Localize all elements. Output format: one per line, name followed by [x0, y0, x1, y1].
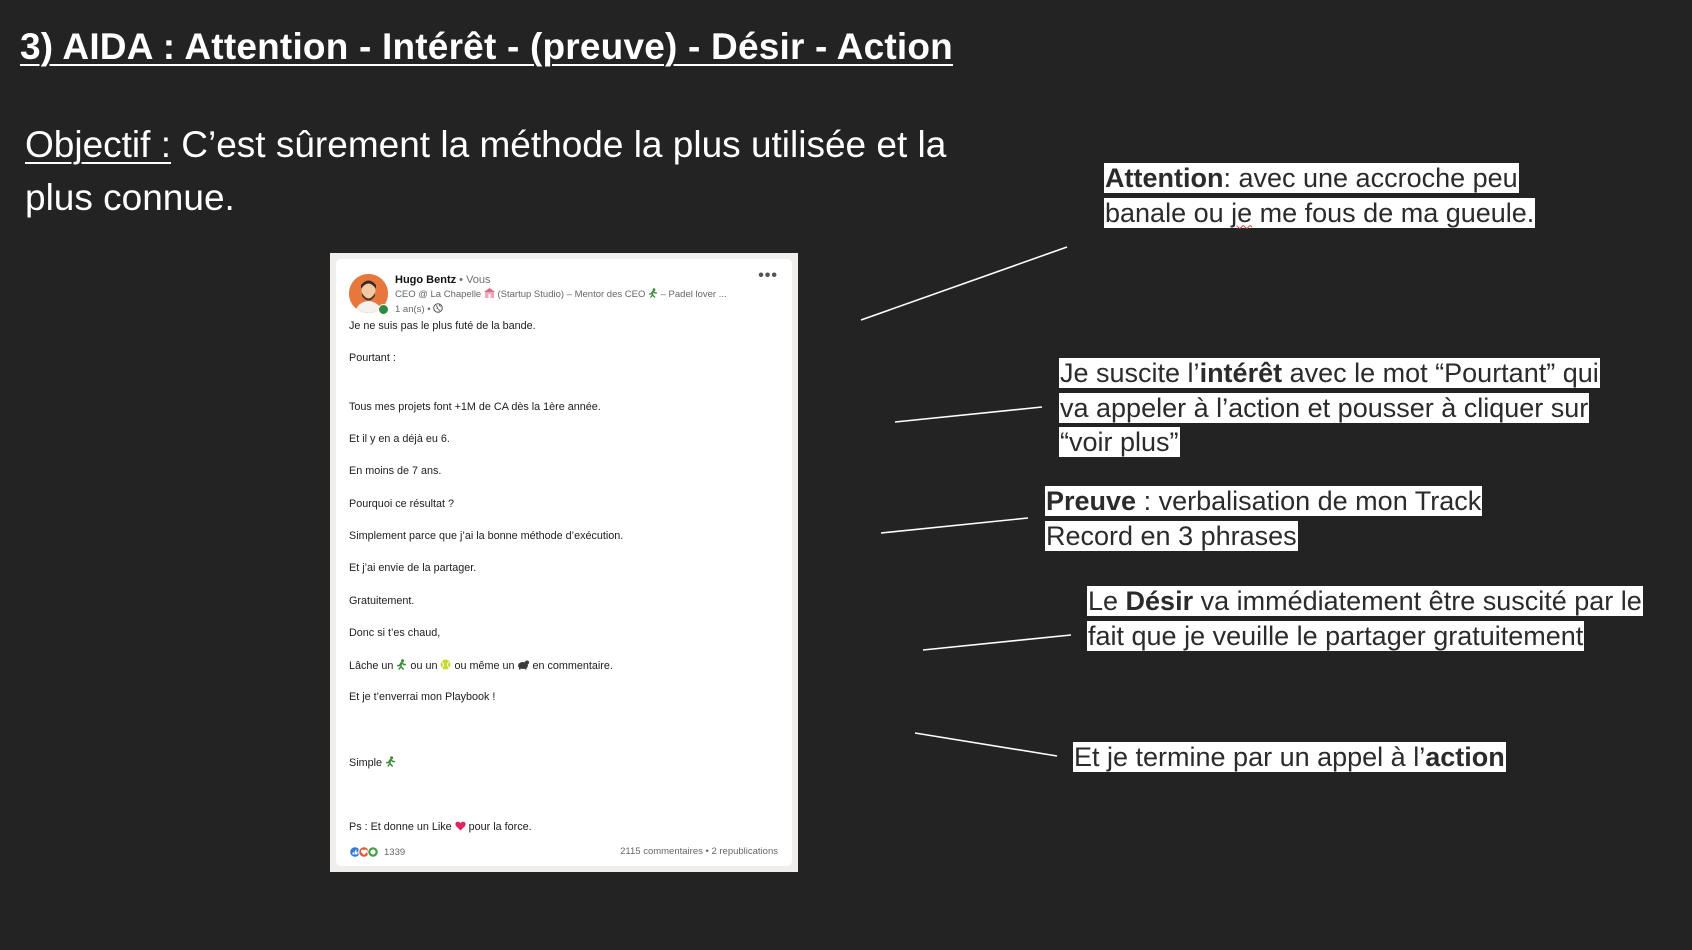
- engagement-stats[interactable]: 2115 commentaires • 2 republications: [620, 846, 778, 857]
- reaction-count: 1339: [384, 847, 406, 858]
- post-line-8: Et j’ai envie de la partager.: [349, 562, 477, 574]
- annotation-desir: [1087, 584, 1657, 653]
- post-line-5: En moins de 7 ans.: [349, 465, 442, 477]
- annotation-preuve-part: : verbalisation de mon Track Record en 3 phrases: [1046, 486, 1482, 551]
- post-line-12: Et je t’enverrai mon Playbook !: [349, 691, 496, 703]
- post-line-4: Et il y en a déjà eu 6.: [349, 433, 450, 445]
- annotation-preuve-bold: Preuve: [1046, 486, 1137, 516]
- post-line-11-b: ou un: [407, 660, 441, 672]
- annotation-preuve-text: [1045, 486, 1482, 551]
- post-line-13-text: Simple: [349, 757, 386, 769]
- more-options-icon[interactable]: •••: [758, 267, 778, 284]
- post-line-6: Pourquoi ce résultat ?: [349, 498, 455, 510]
- objective-paragraph: [25, 118, 1005, 224]
- connector-desir: [923, 635, 1071, 650]
- runner-emoji-icon: [648, 288, 658, 301]
- headline-part-3: – Padel lover ...: [657, 289, 727, 300]
- headline-part-2: (Startup Studio) – Mentor des CEO: [494, 289, 648, 300]
- post-age: 1 an(s) •: [395, 304, 434, 315]
- post-line-3: Tous mes projets font +1M de CA dès la 1ère année.: [349, 401, 601, 413]
- headline-part-1: CEO @ La Chapelle: [395, 289, 484, 300]
- reactions[interactable]: [349, 846, 405, 861]
- annotation-desir-bold: Désir: [1125, 586, 1194, 616]
- annotation-interet-part1: Je suscite l’: [1060, 358, 1200, 388]
- annotation-attention-part2: me fous de ma gueule.: [1252, 197, 1535, 228]
- runner-emoji-icon: [385, 756, 396, 770]
- online-status-icon: [378, 304, 389, 315]
- author-relation: • Vous: [456, 274, 491, 286]
- annotation-action: [1073, 740, 1633, 775]
- post-line-11: [349, 659, 613, 673]
- annotation-action-part: Et je termine par un appel à l’: [1074, 742, 1426, 772]
- author-block: [395, 274, 755, 316]
- annotation-attention-bold: Attention: [1105, 163, 1224, 193]
- connector-preuve: [881, 518, 1028, 533]
- post-footer: [349, 846, 778, 860]
- post-line-11-a: Lâche un: [349, 660, 397, 672]
- connector-action: [915, 733, 1057, 756]
- objective-label: Objectif :: [25, 124, 171, 165]
- post-line-14-a: Ps : Et donne un Like: [349, 821, 455, 833]
- slide-title: 3) AIDA : Attention - Intérêt - (preuve) - Désir - Action: [20, 26, 953, 67]
- post-line-14: [349, 821, 532, 834]
- reaction-icons: [349, 846, 381, 861]
- post-line-14-b: pour la force.: [465, 821, 532, 833]
- annotation-action-text: [1073, 742, 1506, 772]
- post-line-2: Pourtant :: [349, 352, 396, 364]
- annotation-interet-part2: avec le mot “Pourtant” qui va appeler à l’action et pousser à cliquer sur “voir plus”: [1060, 358, 1599, 457]
- post-line-11-c: ou même un: [451, 660, 518, 672]
- connector-attention: [861, 247, 1067, 320]
- tennis-ball-emoji-icon: [440, 659, 451, 673]
- annotation-desir-text: [1087, 586, 1643, 651]
- annotation-attention: [1104, 161, 1544, 230]
- connector-interet: [895, 407, 1042, 422]
- linkedin-post-screenshot: [330, 253, 798, 872]
- chapel-emoji-icon: [484, 288, 495, 301]
- post-line-11-d: en commentaire.: [529, 660, 613, 672]
- heart-emoji-icon: [455, 821, 466, 834]
- post-meta: [395, 303, 755, 316]
- annotation-interet-bold: intérêt: [1199, 358, 1283, 388]
- author-headline: [395, 288, 755, 301]
- annotation-preuve: [1045, 484, 1525, 553]
- annotation-desir-part2: va immédiatement être suscité par le fait que je veuille le partager gratuitement: [1088, 586, 1642, 651]
- author-name[interactable]: Hugo Bentz: [395, 274, 457, 286]
- annotation-action-bold: action: [1425, 742, 1505, 772]
- post-line-13: [349, 756, 396, 770]
- author-line: [395, 274, 755, 286]
- runner-emoji-icon: [396, 659, 407, 673]
- annotation-attention-part1: : avec une accroche peu banale ou: [1105, 163, 1518, 228]
- globe-icon: [433, 303, 443, 316]
- annotation-interet-text: [1059, 358, 1600, 457]
- post-line-10: Donc si t’es chaud,: [349, 627, 441, 639]
- annotation-attention-squiggle: je: [1231, 197, 1253, 228]
- annotation-desir-part1: Le: [1088, 586, 1126, 616]
- linkedin-post-card: [336, 259, 792, 866]
- post-header: [349, 267, 780, 323]
- objective-text: C’est sûrement la méthode la plus utilisée et la plus connue.: [25, 124, 947, 218]
- annotation-interet: [1059, 356, 1619, 460]
- post-line-1: Je ne suis pas le plus futé de la bande.: [349, 320, 536, 332]
- gorilla-emoji-icon: [517, 659, 529, 673]
- annotation-attention-text: [1104, 163, 1535, 228]
- post-line-7: Simplement parce que j’ai la bonne méthode d’exécution.: [349, 530, 624, 542]
- post-line-9: Gratuitement.: [349, 595, 415, 607]
